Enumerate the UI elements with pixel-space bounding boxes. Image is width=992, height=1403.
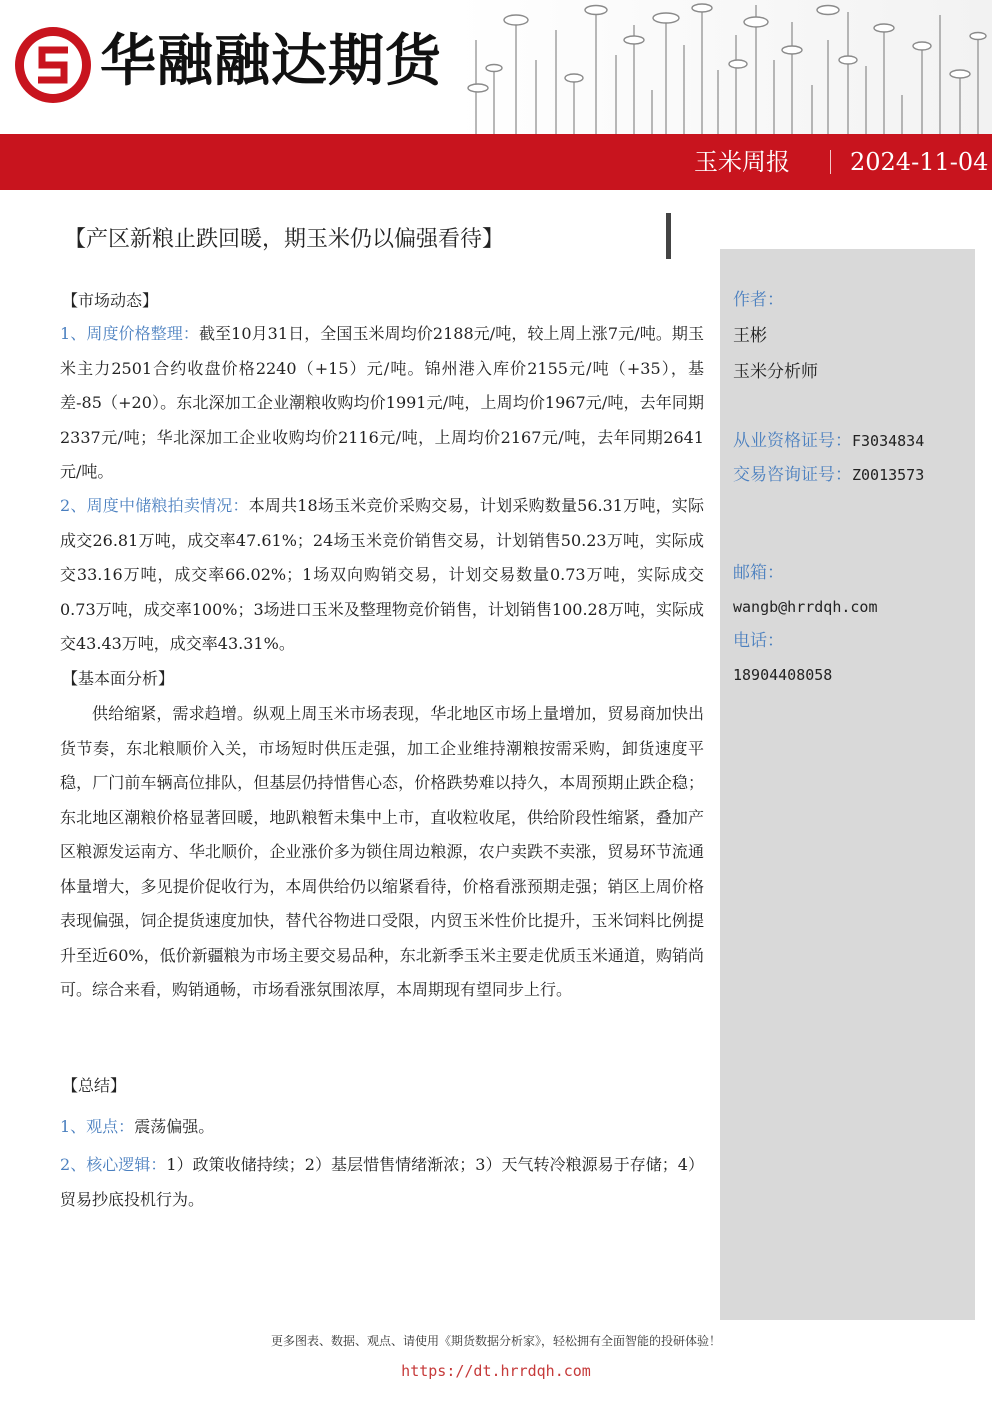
- title-marker: [666, 213, 671, 259]
- phone-label: 电话：: [733, 631, 784, 651]
- auction-text: 本周共18场玉米竞价采购交易，计划采购数量56.31万吨，实际成交26.81万吨，成交率47.61%；24场玉米竞价销售交易，计划销售50.23万吨，实际成交33.16万吨，成交率66.02%；1场双向购销交易，计划交易数量0.73万吨，实际成交0.73万吨，成交率100%；3场进口玉米及整理物竞价销售，计划销售100.28万吨，实际成交43.43万吨，成交率43.31%。: [60, 496, 704, 653]
- company-logo-icon: [12, 24, 94, 106]
- view-label: 1、观点：: [60, 1117, 135, 1136]
- report-date: 2024-11-04: [850, 148, 989, 176]
- author-title: 玉米分析师: [733, 362, 818, 382]
- core-logic-text: 1）政策收储持续；2）基层惜售情绪渐浓；3）天气转冷粮源易于存储；4）贸易抄底投机行为。: [60, 1155, 704, 1209]
- view-text: 震荡偏强。: [134, 1117, 215, 1136]
- price-summary-label: 1、周度价格整理：: [60, 324, 199, 343]
- price-summary-paragraph: [60, 317, 704, 490]
- qualification-number: F3034834: [852, 432, 925, 450]
- price-summary-text: 截至10月31日，全国玉米周均价2188元/吨，较上周上涨7元/吨。期玉米主力2501合约收盘价格2240（+15）元/吨。锦州港入库价2155元/吨（+35），基差-85（+20）。东北深加工企业潮粮收购均价1991元/吨，上周均价1967元/吨，去年同期2337元/吨；华北深加工企业收购均价2116元/吨，上周均价2167元/吨，去年同期2641元/吨。: [60, 324, 704, 481]
- email-address[interactable]: wangb@hrrdqh.com: [733, 598, 878, 616]
- report-banner: [0, 134, 992, 190]
- footer-link[interactable]: https://dt.hrrdqh.com: [401, 1362, 591, 1380]
- consulting-line: [733, 462, 924, 488]
- author-name: 王彬: [733, 326, 767, 346]
- author-label: 作者：: [733, 290, 784, 310]
- header-decoration-icon: [456, 0, 992, 134]
- brand-name: 华融融达期货: [100, 29, 442, 94]
- auction-label: 2、周度中储粮拍卖情况：: [60, 496, 249, 515]
- summary-section-heading: 【总结】: [62, 1076, 127, 1095]
- phone-number: 18904408058: [733, 666, 833, 684]
- footer-promo-text: 更多图表、数据、观点、请使用《期货数据分析家》，轻松拥有全面智能的投研体验！: [270, 1334, 721, 1348]
- report-type: 玉米周报: [694, 148, 790, 176]
- fundamental-paragraph: 供给缩紧，需求趋增。纵观上周玉米市场表现，华北地区市场上量增加，贸易商加快出货节奏，东北粮顺价入关，市场短时供压走强，加工企业维持潮粮按需采购，卸货速度平稳，厂门前车辆高位排队，但基层仍持惜售心态，价格跌势难以持久，本周预期止跌企稳；东北地区潮粮价格显著回暖，地趴粮暂未集中上市，直收粒收尾，供给阶段性缩紧，叠加产区粮源发运南方、华北顺价，企业涨价多为锁住周边粮源，农户卖跌不卖涨，贸易环节流通体量增大，多见提价促收行为，本周供给仍以缩紧看待，价格看涨预期走强；销区上周价格表现偏强，饲企提货速度加快，替代谷物进口受限，内贸玉米性价比提升，玉米饲料比例提升至近60%，低价新疆粮为市场主要交易品种，东北新季玉米主要走优质玉米通道，购销尚可。综合来看，购销通畅，市场看涨氛围浓厚，本周期现有望同步上行。: [60, 704, 704, 999]
- fundamental-section-heading: 【基本面分析】: [62, 669, 175, 688]
- report-title: 【产区新粮止跌回暖，期玉米仍以偏强看待】: [64, 227, 505, 252]
- email-label: 邮箱：: [733, 563, 784, 583]
- core-logic-paragraph: [60, 1148, 704, 1217]
- consulting-label: 交易咨询证号：: [733, 465, 852, 485]
- banner-divider: [830, 150, 831, 174]
- auction-paragraph: [60, 489, 704, 662]
- view-paragraph: [60, 1110, 704, 1145]
- author-sidebar: [720, 249, 975, 1320]
- core-logic-label: 2、核心逻辑：: [60, 1155, 167, 1174]
- qualification-line: [733, 428, 924, 454]
- qualification-label: 从业资格证号：: [733, 431, 852, 451]
- consulting-number: Z0013573: [852, 466, 925, 484]
- market-section-heading: 【市场动态】: [62, 291, 159, 310]
